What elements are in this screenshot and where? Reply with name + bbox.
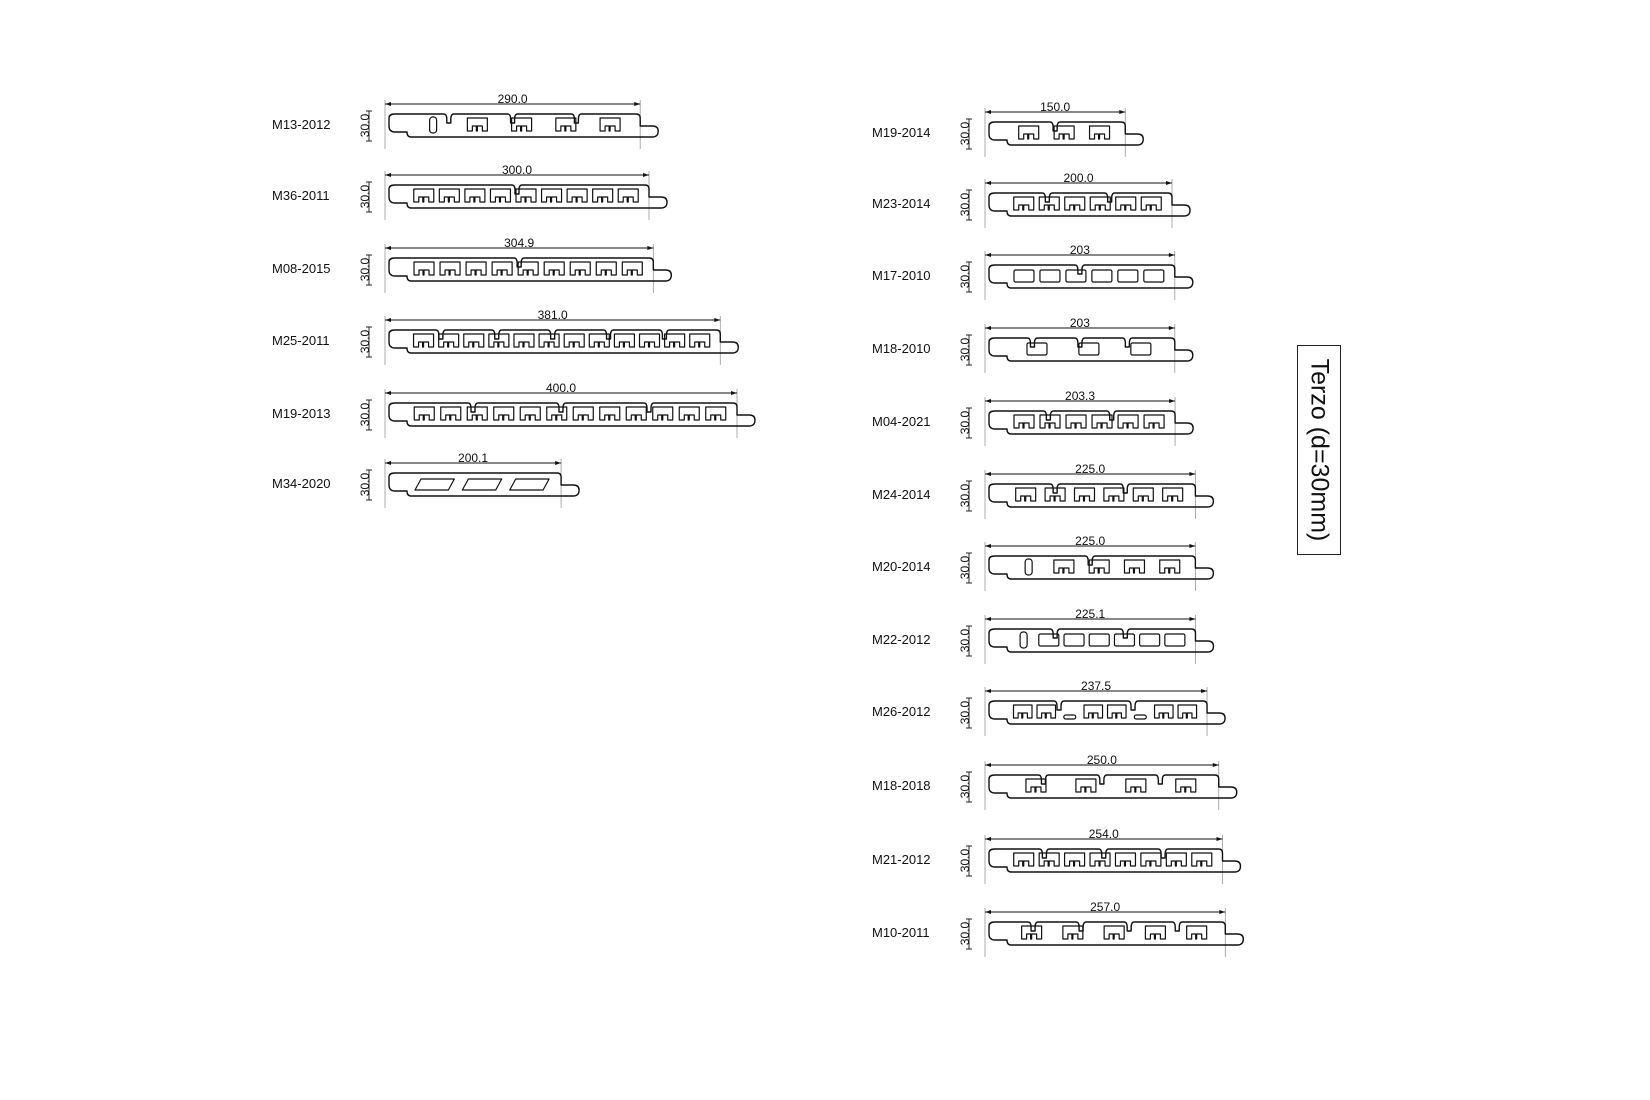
profile-m24-2014 [872,462,1213,519]
height-dimension-label: 30.0 [358,329,372,354]
width-dimension-label: 304.9 [504,236,535,250]
cavity-chamber [1155,705,1174,718]
cavity-chamber [622,262,642,275]
profile-code-label: M22-2012 [872,632,931,647]
cavity-chamber [665,334,685,347]
profile-code-label: M34-2020 [272,476,331,491]
cavity-chamber [1133,488,1153,501]
profile-code-label: M23-2014 [872,196,931,211]
cavity-chamber [1090,853,1110,866]
height-dimension-label: 30.0 [958,774,972,799]
profile-code-label: M21-2012 [872,852,931,867]
height-dimension-label: 30.0 [958,483,972,508]
cavity-chamber [564,334,584,347]
height-dimension-label: 30.0 [958,337,972,362]
profile-m08-2015 [272,236,671,293]
profile-m18-2018 [872,753,1237,810]
dimension-arrow [985,472,991,476]
cavity-chamber [1074,488,1094,501]
width-dimension-label: 225.0 [1075,462,1106,476]
profile-code-label: M19-2014 [872,125,931,140]
height-dimension-label: 30.0 [958,848,972,873]
width-dimension-label: 203.3 [1065,389,1096,403]
cavity-pill [1025,559,1032,575]
cavity-rect [1131,343,1151,355]
width-dimension-label: 290.0 [497,92,528,106]
dimension-arrow [1189,472,1195,476]
profile-code-label: M24-2014 [872,487,931,502]
cavity-chamber [414,334,434,347]
cavity-chamber [706,407,726,420]
height-dimension-label: 30.0 [958,410,972,435]
dimension-arrow [555,461,561,465]
height-dimension-label: 30.0 [958,628,972,653]
sheet-title: Terzo (d=30mm) [1305,358,1334,542]
dimension-arrow [1216,837,1222,841]
cavity-rect [1144,270,1164,282]
cavity-chamber [1084,705,1103,718]
profile-code-label: M36-2011 [272,188,330,203]
cavity-chamber [653,407,673,420]
width-dimension-label: 200.0 [1063,171,1094,185]
cavity-rect [1092,270,1112,282]
cavity-trapezoid [462,479,501,490]
dimension-arrow [385,461,391,465]
profile-code-label: M25-2011 [272,333,330,348]
cavity-dot [1064,715,1076,719]
dimension-arrow [985,617,991,621]
dimension-arrow [1169,399,1175,403]
cavity-trapezoid [510,479,549,490]
cavity-chamber [567,189,587,202]
cavity-chamber [467,118,487,131]
cavity-chamber [1063,926,1083,939]
dimension-arrow [643,173,649,177]
profile-m36-2011 [272,163,667,220]
dimension-arrow [985,399,991,403]
height-dimension-label: 30.0 [358,472,372,497]
cavity-rect [1039,634,1059,646]
cavity-chamber [1054,560,1074,573]
profile-code-label: M04-2021 [872,414,931,429]
profile-m13-2012 [272,92,658,149]
cavity-chamber [618,189,638,202]
cavity-chamber [439,189,459,202]
width-dimension-label: 254.0 [1088,827,1119,841]
profile-m18-2010 [872,316,1193,373]
cavity-chamber [614,334,634,347]
height-dimension-label: 30.0 [958,555,972,580]
profile-m19-2014 [872,100,1143,157]
cavity-chamber [547,407,567,420]
cavity-chamber [1126,779,1146,792]
cavity-chamber [1076,779,1096,792]
dimension-arrow [385,391,391,395]
cavity-chamber [1014,415,1034,428]
dimension-arrow [714,318,720,322]
cavity-chamber [464,334,484,347]
profile-m10-2011 [872,900,1243,957]
dimension-arrow [985,181,991,185]
dimension-arrow [634,102,640,106]
cavity-chamber [556,118,576,131]
cavity-chamber [1176,779,1196,792]
cavity-chamber [1166,853,1186,866]
cavity-chamber [679,407,699,420]
cavity-chamber [539,334,559,347]
cavity-chamber [1187,926,1207,939]
width-dimension-label: 237.5 [1081,679,1112,693]
cavity-chamber [490,189,510,202]
cavity-chamber [1019,126,1039,139]
cavity-chamber [494,407,514,420]
cavity-pill [1020,632,1027,648]
profile-code-label: M10-2011 [872,925,930,940]
dimension-arrow [385,246,391,250]
cavity-chamber [1066,415,1086,428]
dimension-arrow [1219,910,1225,914]
profile-code-label: M20-2014 [872,559,931,574]
profile-code-label: M19-2013 [272,406,331,421]
dimension-arrow [1166,181,1172,185]
cavity-chamber [596,262,616,275]
cavity-chamber [414,189,434,202]
profile-code-label: M13-2012 [272,117,331,132]
width-dimension-label: 203 [1069,243,1090,257]
cavity-chamber [520,407,540,420]
width-dimension-label: 400.0 [545,381,577,395]
dimension-arrow [985,837,991,841]
height-dimension-label: 30.0 [958,192,972,217]
dimension-arrow [985,689,991,693]
dimension-arrow [985,910,991,914]
cavity-chamber [1045,488,1065,501]
cavity-chamber [466,262,486,275]
dimension-arrow [1189,544,1195,548]
profile-outline [989,338,1193,361]
dimension-arrow [647,246,653,250]
cavity-chamber [1116,197,1136,210]
cavity-chamber [414,407,434,420]
width-dimension-label: 225.1 [1075,607,1106,621]
cavity-rect [1089,634,1109,646]
height-dimension-label: 30.0 [958,700,972,725]
cavity-chamber [1192,853,1212,866]
dimension-arrow [985,110,991,114]
cavity-rect [1014,270,1034,282]
cavity-chamber [1104,488,1124,501]
cavity-chamber [1104,926,1124,939]
cavity-rect [1140,634,1160,646]
cavity-chamber [1144,415,1164,428]
profile-m21-2012 [872,827,1240,884]
cavity-chamber [640,334,660,347]
cavity-chamber [542,189,562,202]
cavity-chamber [1014,853,1034,866]
profile-code-label: M18-2010 [872,341,931,356]
profile-code-label: M17-2010 [872,268,931,283]
cavity-chamber [1014,197,1034,210]
width-dimension-label: 203 [1069,316,1090,330]
profile-m19-2013 [272,381,755,438]
cavity-chamber [1014,705,1033,718]
cavity-chamber [570,262,590,275]
width-dimension-label: 300.0 [501,163,533,177]
cavity-chamber [626,407,646,420]
height-dimension-label: 30.0 [358,257,372,282]
profile-m20-2014 [872,534,1213,591]
cavity-rect [1114,634,1134,646]
cavity-chamber [1026,779,1046,792]
cavity-trapezoid [415,479,454,490]
cavity-chamber [465,189,485,202]
profile-m34-2020 [272,451,579,508]
cavity-chamber [492,262,512,275]
cavity-chamber [514,334,534,347]
cavity-chamber [1163,488,1183,501]
cavity-chamber [1141,197,1161,210]
dimension-arrow [385,173,391,177]
cavity-chamber [1016,488,1036,501]
dimension-arrow [1119,110,1125,114]
height-dimension-label: 30.0 [358,402,372,427]
cavity-chamber [1118,415,1138,428]
dimension-arrow [1201,689,1207,693]
cavity-rect [1165,634,1185,646]
dimension-arrow [385,318,391,322]
profile-m04-2021 [872,389,1193,446]
cavity-chamber [600,407,620,420]
cavity-chamber [1065,197,1085,210]
height-dimension-label: 30.0 [358,113,372,138]
cavity-rect [1064,634,1084,646]
width-dimension-label: 250.0 [1086,753,1117,767]
cavity-chamber [1037,705,1056,718]
cavity-chamber [593,189,613,202]
width-dimension-label: 381.0 [537,308,568,322]
cavity-chamber [1141,853,1161,866]
profile-m25-2011 [272,308,738,365]
cavity-pill [430,117,437,133]
width-dimension-label: 257.0 [1090,900,1121,914]
profile-m22-2012 [872,607,1213,664]
profile-outline [989,265,1193,288]
width-dimension-label: 225.0 [1075,534,1106,548]
cavity-chamber [1178,705,1197,718]
cavity-chamber [1160,560,1180,573]
height-dimension-label: 30.0 [358,184,372,209]
cavity-chamber [690,334,710,347]
cavity-chamber [441,407,461,420]
height-dimension-label: 30.0 [958,121,972,146]
cavity-chamber [1065,853,1085,866]
cavity-chamber [1090,126,1110,139]
cavity-rect [1040,270,1060,282]
dimension-arrow [985,544,991,548]
dimension-arrow [985,253,991,257]
cavity-chamber [1115,853,1135,866]
profile-m17-2010 [872,243,1193,300]
cavity-chamber [440,262,460,275]
dimension-arrow [731,391,737,395]
cavity-dot [1134,715,1146,719]
cavity-chamber [544,262,564,275]
cavity-chamber [600,118,620,131]
cavity-rect [1066,270,1086,282]
dimension-arrow [1213,763,1219,767]
cavity-chamber [414,262,434,275]
profile-code-label: M18-2018 [872,778,931,793]
profile-code-label: M26-2012 [872,704,931,719]
cavity-chamber [1145,926,1165,939]
width-dimension-label: 150.0 [1040,100,1071,114]
title-box [1297,345,1341,555]
height-dimension-label: 30.0 [958,921,972,946]
profile-code-label: M08-2015 [272,261,331,276]
cavity-chamber [467,407,487,420]
profile-m26-2012 [872,679,1225,736]
dimension-arrow [385,102,391,106]
profile-m23-2014 [872,171,1190,228]
dimension-arrow [985,763,991,767]
cavity-chamber [1124,560,1144,573]
dimension-arrow [985,326,991,330]
width-dimension-label: 200.1 [458,451,489,465]
dimension-arrow [1189,617,1195,621]
cavity-chamber [1108,705,1127,718]
dimension-arrow [1169,253,1175,257]
dimension-arrow [1169,326,1175,330]
cavity-chamber [573,407,593,420]
cavity-rect [1118,270,1138,282]
cavity-chamber [439,334,459,347]
height-dimension-label: 30.0 [958,264,972,289]
